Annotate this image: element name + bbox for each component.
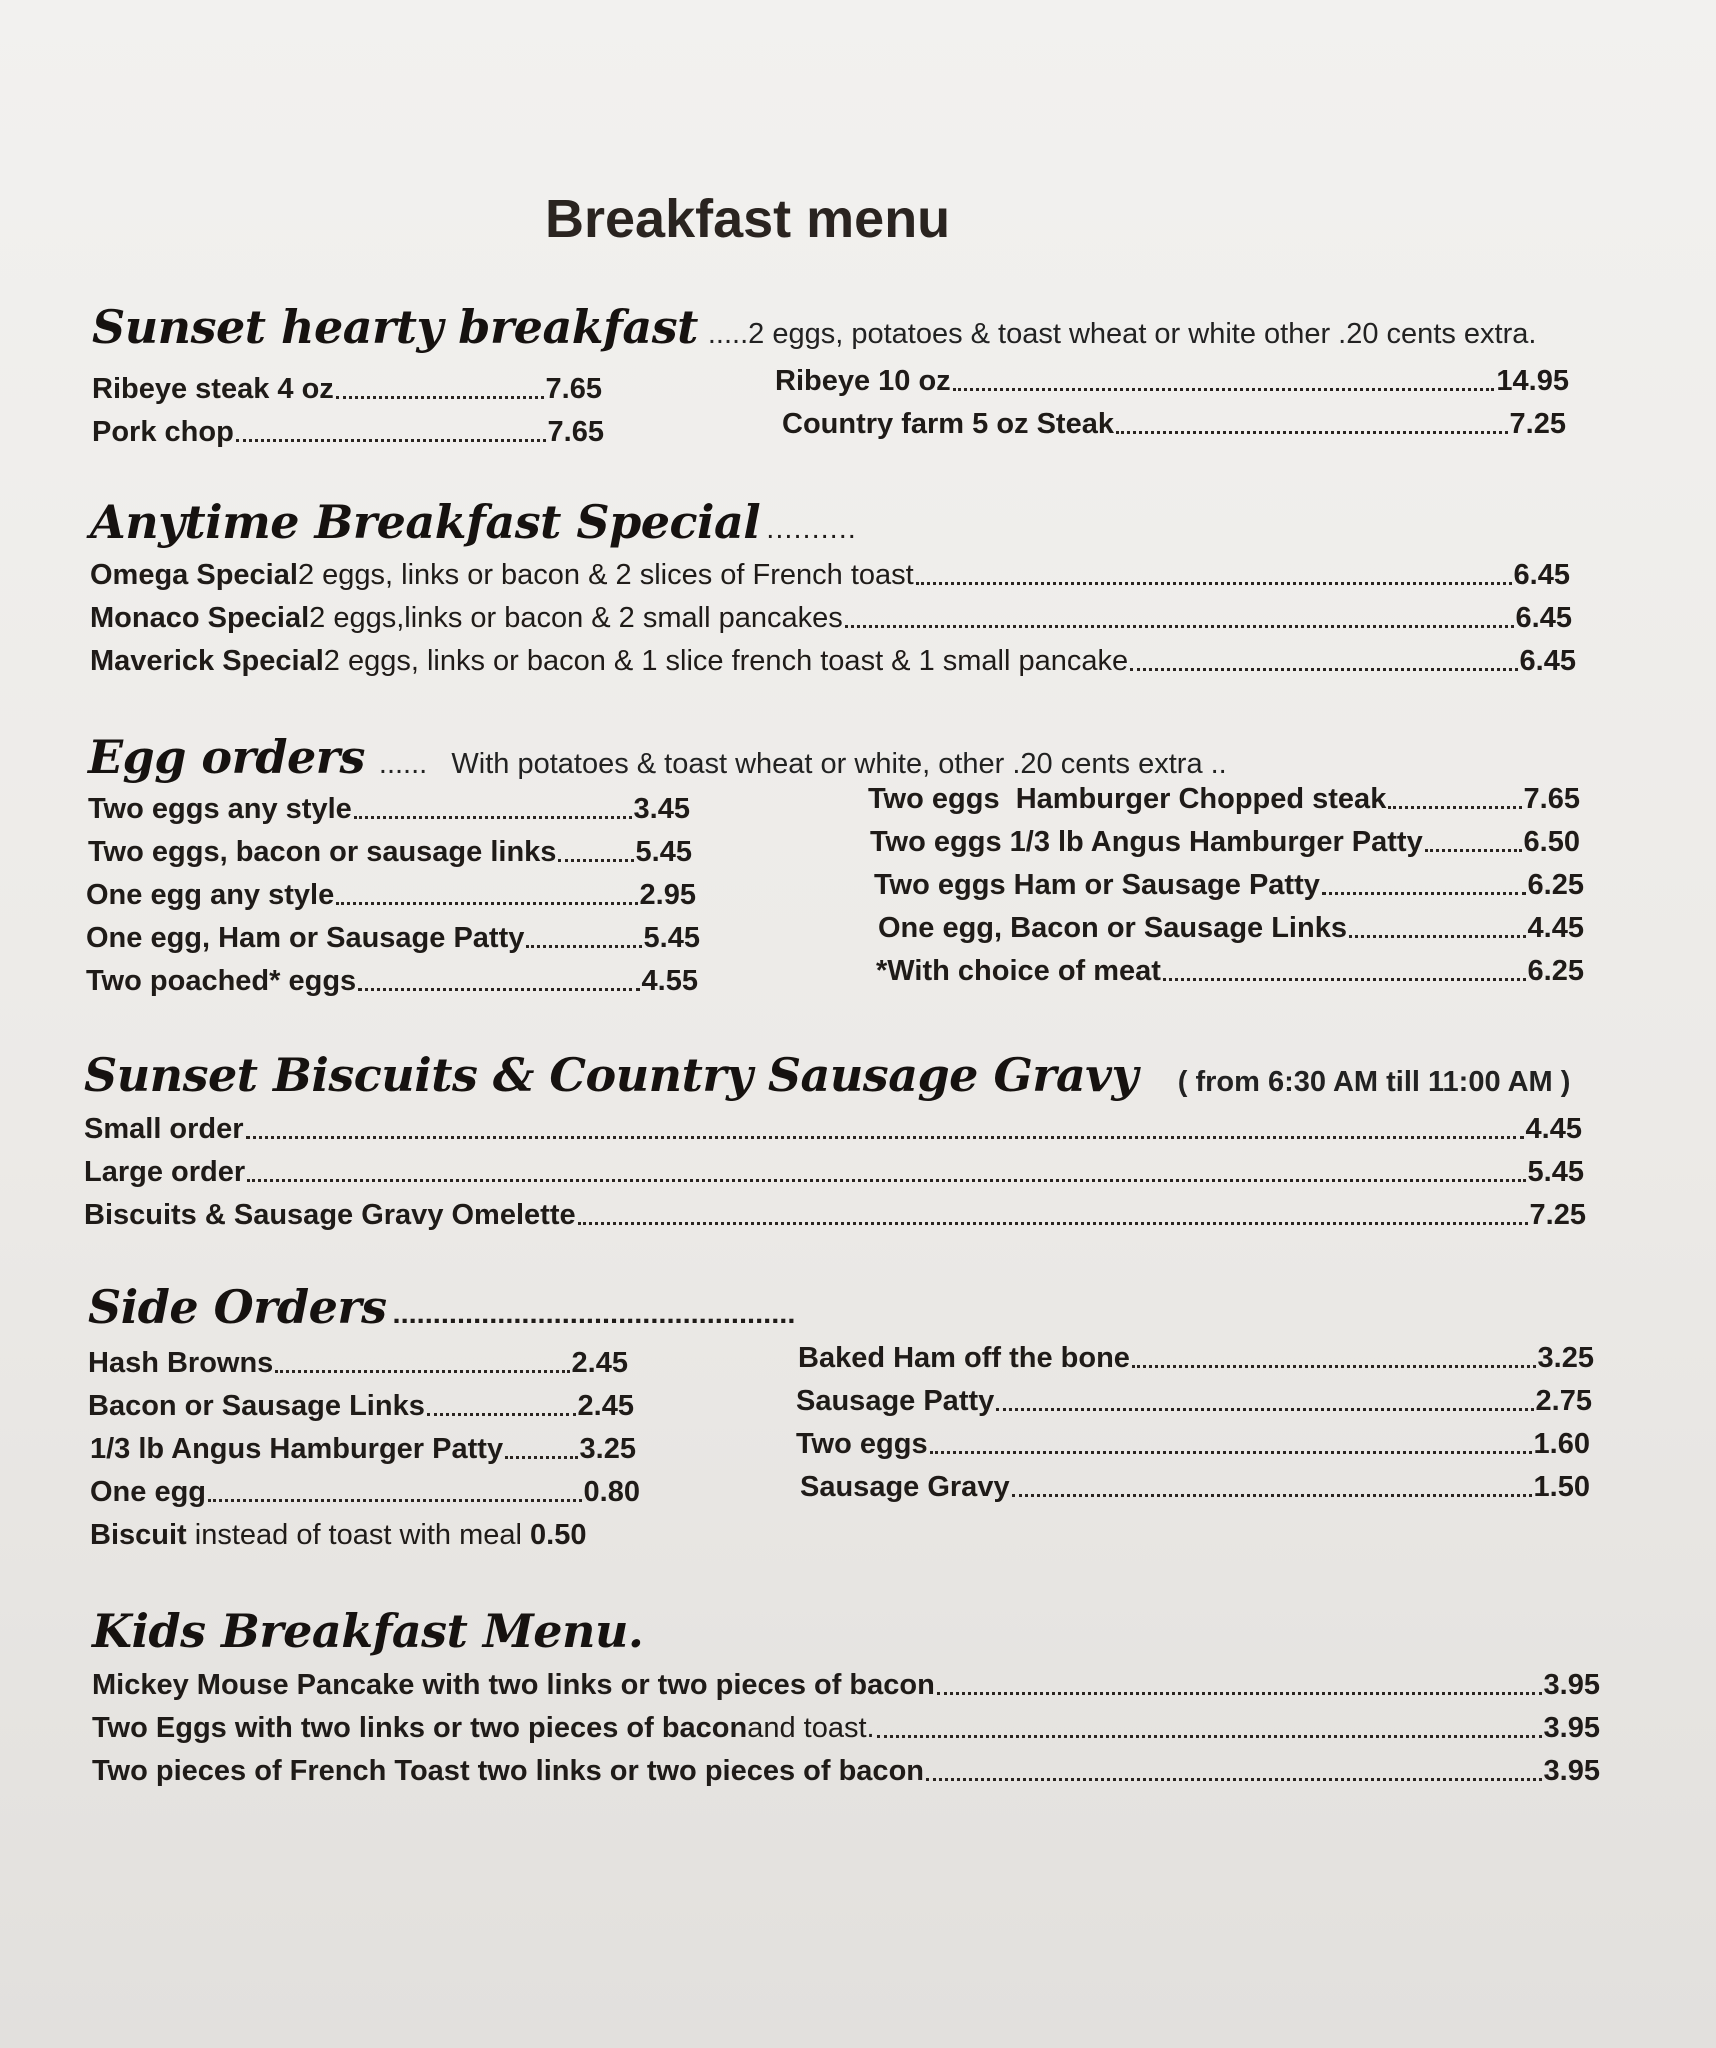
dot-leader xyxy=(247,1179,1525,1182)
heading-dots: .................................................. xyxy=(392,1298,796,1330)
item-price: 1.60 xyxy=(1533,1428,1590,1460)
menu-item xyxy=(868,782,1580,816)
section-note: ( from 6:30 AM till 11:00 AM ) xyxy=(1177,1066,1571,1098)
item-price: 6.25 xyxy=(1527,869,1584,901)
menu-item xyxy=(88,835,692,869)
item-name: Sausage Gravy xyxy=(800,1471,1010,1503)
item-price: 6.50 xyxy=(1523,826,1580,858)
item-description: instead of toast with meal xyxy=(186,1519,531,1551)
item-price: 0.50 xyxy=(530,1519,587,1551)
dot-leader xyxy=(336,902,637,905)
dot-leader xyxy=(358,988,639,991)
item-price: 7.65 xyxy=(547,416,604,448)
item-name: Ribeye 10 oz xyxy=(775,365,951,397)
item-price: 7.25 xyxy=(1529,1199,1586,1231)
dot-leader xyxy=(937,1692,1542,1695)
menu-item xyxy=(90,601,1572,635)
item-price: 3.95 xyxy=(1543,1669,1600,1701)
menu-item xyxy=(86,878,696,912)
item-name: Biscuit xyxy=(90,1519,187,1551)
item-price: 3.95 xyxy=(1543,1712,1600,1744)
item-price: 5.45 xyxy=(635,836,692,868)
item-price: 4.45 xyxy=(1525,1113,1582,1145)
menu-item xyxy=(88,1389,634,1423)
item-price: 0.80 xyxy=(583,1476,640,1508)
item-name: Large order xyxy=(84,1156,246,1188)
menu-item xyxy=(90,1475,640,1509)
item-name: *With choice of meat xyxy=(876,955,1161,987)
item-price: 2.45 xyxy=(577,1390,634,1422)
dot-leader xyxy=(1388,806,1521,809)
section-anytime-header xyxy=(90,495,857,549)
menu-item xyxy=(782,407,1566,441)
item-name: Baked Ham off the bone xyxy=(798,1342,1130,1374)
item-name: Bacon or Sausage Links xyxy=(88,1390,425,1422)
item-name: Omega Special xyxy=(90,559,298,591)
menu-item xyxy=(90,644,1576,678)
dot-leader xyxy=(1116,431,1508,434)
menu-item xyxy=(90,1432,636,1466)
item-price: 6.45 xyxy=(1513,559,1570,591)
menu-item xyxy=(876,954,1584,988)
item-name: Two eggs xyxy=(796,1428,928,1460)
item-price: 4.55 xyxy=(641,965,698,997)
menu-item xyxy=(84,1198,1586,1232)
menu-item xyxy=(800,1470,1590,1504)
dot-leader xyxy=(916,582,1512,585)
item-price: 7.25 xyxy=(1509,408,1566,440)
section-heading: Sunset hearty breakfast xyxy=(92,300,698,354)
menu-item xyxy=(88,1346,628,1380)
item-price: 7.65 xyxy=(545,373,602,405)
menu-item xyxy=(775,364,1569,398)
menu-item xyxy=(86,921,700,955)
item-price: 7.65 xyxy=(1523,783,1580,815)
dot-leader xyxy=(1349,935,1526,938)
dot-leader xyxy=(845,625,1514,628)
item-price: 14.95 xyxy=(1496,365,1569,397)
item-name: Hash Browns xyxy=(88,1347,274,1379)
item-name: One egg, Bacon or Sausage Links xyxy=(878,912,1347,944)
item-price: 6.45 xyxy=(1515,602,1572,634)
menu-item xyxy=(88,792,690,826)
dot-leader xyxy=(427,1413,576,1416)
section-heading: Egg orders xyxy=(88,730,365,784)
section-note: .....2 eggs, potatoes & toast wheat or white other .20 cents extra. xyxy=(707,318,1537,350)
dot-leader xyxy=(930,1451,1532,1454)
menu-item xyxy=(796,1384,1592,1418)
item-name: Two eggs Ham or Sausage Patty xyxy=(874,869,1320,901)
section-heading: Sunset Biscuits & Country Sausage Gravy xyxy=(84,1048,1138,1102)
dot-leader xyxy=(1012,1494,1532,1497)
section-heading: Anytime Breakfast Special xyxy=(90,495,761,549)
dot-leader xyxy=(1132,1365,1536,1368)
menu-item xyxy=(92,372,602,406)
dot-leader xyxy=(558,859,633,862)
section-heading: Kids Breakfast Menu. xyxy=(92,1604,644,1658)
menu-item xyxy=(92,1711,1600,1745)
item-price: 2.75 xyxy=(1535,1385,1592,1417)
dot-leader xyxy=(505,1456,577,1459)
item-price: 5.45 xyxy=(643,922,700,954)
item-price: 3.45 xyxy=(633,793,690,825)
menu-item xyxy=(870,825,1580,859)
dot-leader xyxy=(354,816,632,819)
item-name: 1/3 lb Angus Hamburger Patty xyxy=(90,1433,504,1465)
dot-leader xyxy=(1322,892,1526,895)
item-price: 4.45 xyxy=(1527,912,1584,944)
item-description: 2 eggs, links or bacon & 1 slice french toast & 1 small pancake xyxy=(323,645,1129,677)
item-price: 6.45 xyxy=(1519,645,1576,677)
item-price: 1.50 xyxy=(1533,1471,1590,1503)
section-kids-header xyxy=(92,1604,643,1658)
dot-leader xyxy=(996,1408,1533,1411)
item-price: 5.45 xyxy=(1527,1156,1584,1188)
item-price: 3.95 xyxy=(1543,1755,1600,1787)
section-sunset-header xyxy=(92,300,1536,354)
item-name: Maverick Special xyxy=(90,645,324,677)
menu-item xyxy=(84,1112,1582,1146)
item-name: Two poached* eggs xyxy=(86,965,357,997)
menu-item xyxy=(90,558,1570,592)
item-name: Two eggs any style xyxy=(88,793,352,825)
item-description: 2 eggs,links or bacon & 2 small pancakes xyxy=(309,602,843,634)
item-price: 3.25 xyxy=(1537,1342,1594,1374)
item-name: Two pieces of French Toast two links or two pieces of bacon xyxy=(92,1755,924,1787)
section-eggs-header xyxy=(88,730,1227,784)
menu-item xyxy=(86,964,698,998)
section-sides-header xyxy=(88,1280,795,1334)
item-name: One egg xyxy=(90,1476,207,1508)
menu-item xyxy=(90,1518,586,1552)
item-price: 2.45 xyxy=(571,1347,628,1379)
item-name: Small order xyxy=(84,1113,244,1145)
menu-item xyxy=(92,1668,1600,1702)
menu-item xyxy=(798,1341,1594,1375)
item-name: Sausage Patty xyxy=(796,1385,995,1417)
item-name: Two Eggs with two links or two pieces of bacon xyxy=(92,1712,748,1744)
item-price: 2.95 xyxy=(639,879,696,911)
dot-leader xyxy=(926,1778,1542,1781)
dot-leader xyxy=(236,439,546,442)
item-name: Mickey Mouse Pancake with two links or two pieces of bacon xyxy=(92,1669,935,1701)
item-name: Two eggs, bacon or sausage links xyxy=(88,836,557,868)
section-biscuits-header xyxy=(84,1048,1570,1102)
section-heading: Side Orders xyxy=(88,1280,387,1334)
item-price: 6.25 xyxy=(1527,955,1584,987)
dot-leader xyxy=(526,945,641,948)
menu-item xyxy=(878,911,1584,945)
dot-leader xyxy=(877,1735,1542,1738)
menu-item xyxy=(92,1754,1600,1788)
item-description: 2 eggs, links or bacon & 2 slices of French toast xyxy=(297,559,914,591)
menu-item xyxy=(796,1427,1590,1461)
dot-leader xyxy=(1163,978,1526,981)
item-name: Country farm 5 oz Steak xyxy=(782,408,1114,440)
item-name: One egg any style xyxy=(86,879,335,911)
item-name: Pork chop xyxy=(92,416,234,448)
menu-item xyxy=(92,415,604,449)
dot-leader xyxy=(953,388,1495,391)
dot-leader xyxy=(208,1499,582,1502)
item-name: Two eggs Hamburger Chopped steak xyxy=(868,783,1387,815)
dot-leader xyxy=(578,1222,1528,1225)
item-name: Monaco Special xyxy=(90,602,310,634)
heading-dots: .......... xyxy=(766,513,857,545)
item-name: Ribeye steak 4 oz xyxy=(92,373,334,405)
item-name: Two eggs 1/3 lb Angus Hamburger Patty xyxy=(870,826,1423,858)
dot-leader xyxy=(1425,849,1522,852)
item-description: and toast. xyxy=(747,1712,875,1744)
dot-leader xyxy=(275,1370,569,1373)
menu-title: Breakfast menu xyxy=(545,189,951,249)
item-name: Biscuits & Sausage Gravy Omelette xyxy=(84,1199,576,1231)
menu-item xyxy=(874,868,1584,902)
dot-leader xyxy=(1130,668,1517,671)
item-price: 3.25 xyxy=(579,1433,636,1465)
dot-leader xyxy=(246,1136,1524,1139)
menu-item xyxy=(84,1155,1584,1189)
item-name: One egg, Ham or Sausage Patty xyxy=(86,922,525,954)
dot-leader xyxy=(336,396,544,399)
section-note: ...... With potatoes & toast wheat or white, other .20 cents extra .. xyxy=(378,748,1227,780)
